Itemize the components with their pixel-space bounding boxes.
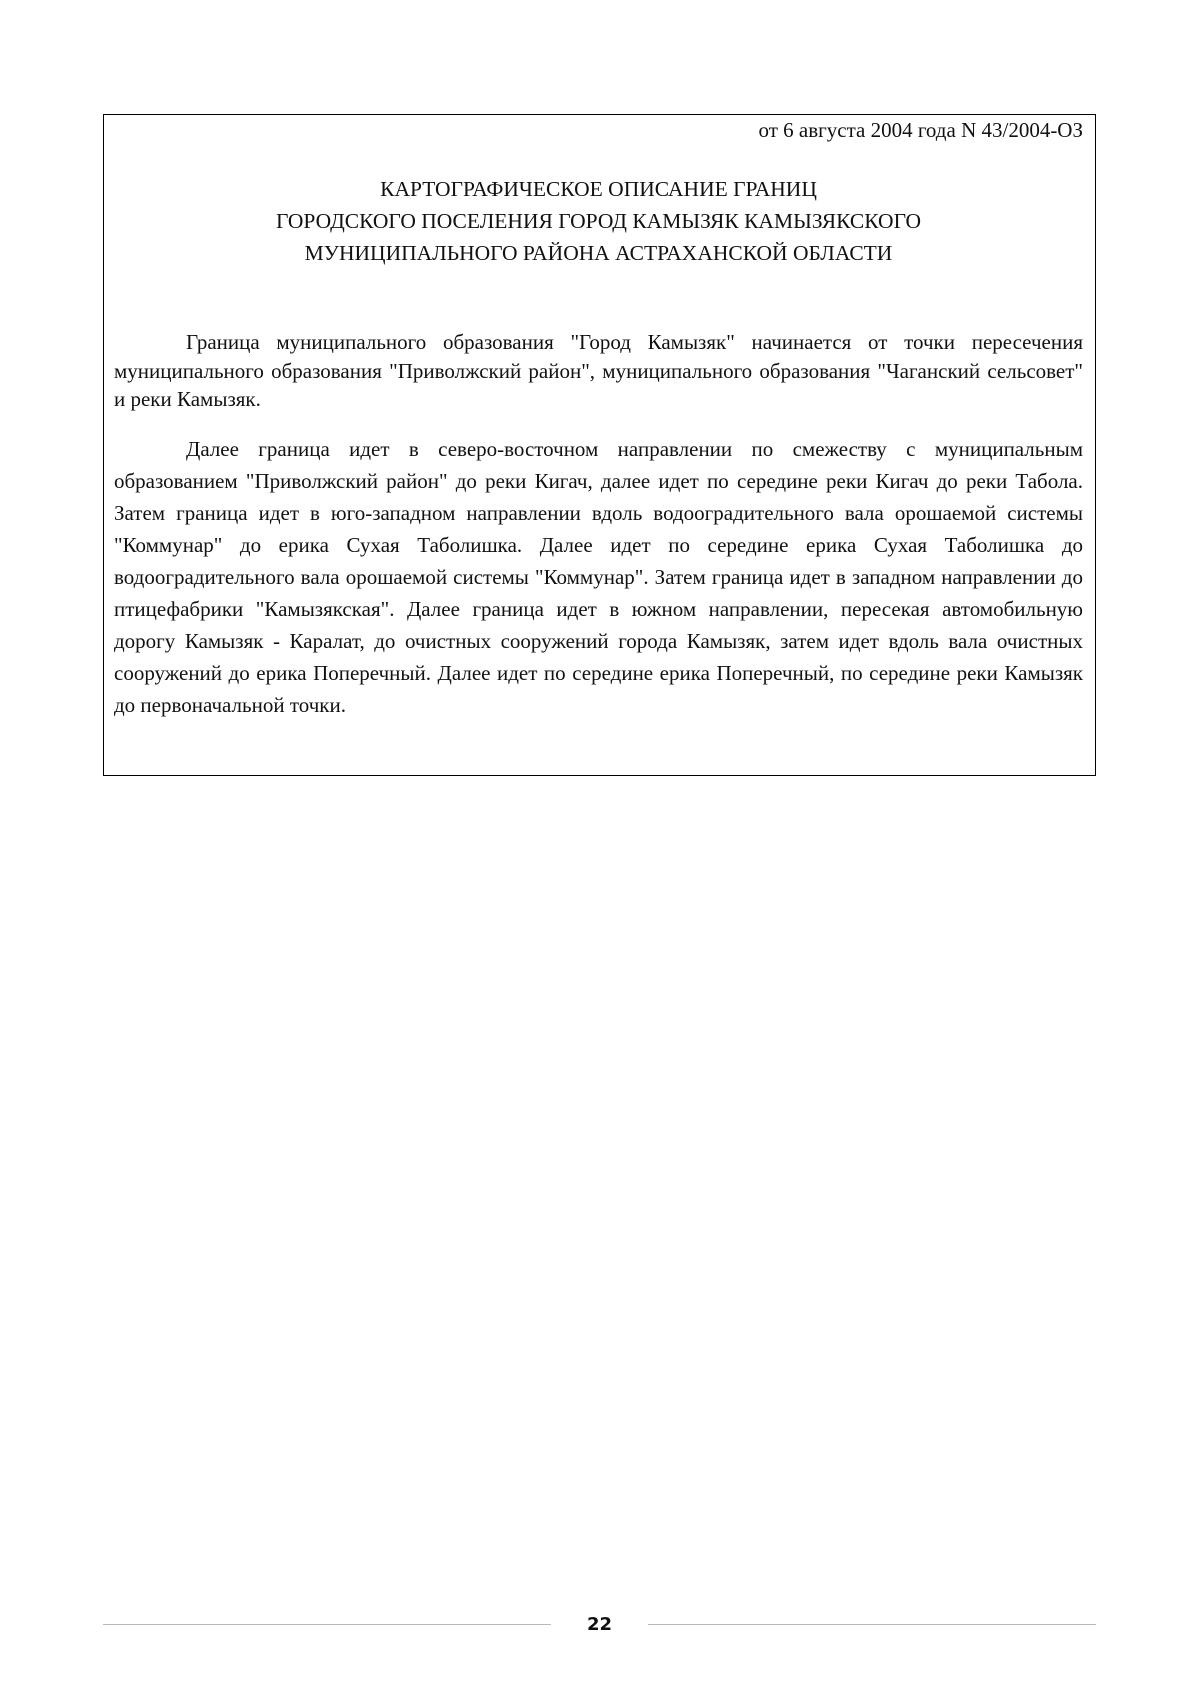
page-number: 22 <box>586 1614 613 1635</box>
title-line: ГОРОДСКОГО ПОСЕЛЕНИЯ ГОРОД КАМЫЗЯК КАМЫЗЯКСКОГО <box>275 209 922 233</box>
body-paragraph: Граница муниципального образования "Город Камызяк" начинается от точки пересечения муниципального образования "Приволжский район", муниципального образования "Чаганский сельсовет" и реки Камызяк. <box>114 330 1083 411</box>
document-body <box>114 328 1083 721</box>
document-title <box>114 173 1083 269</box>
title-line: МУНИЦИПАЛЬНОГО РАЙОНА АСТРАХАНСКОЙ ОБЛАСТИ <box>304 241 893 265</box>
document-reference: от 6 августа 2004 года N 43/2004-ОЗ <box>758 118 1083 142</box>
body-paragraph: Далее граница идет в северо-восточном направлении по смежеству с муниципальным образованием "Приволжский район" до реки Кигач, далее идет по середине реки Кигач до реки Табола. Затем граница идет в юго-западном направлении вдоль водооградительного вала орошаемой системы "Коммунар" до ерика Сухая Таболишка. Далее идет по середине ерика Сухая Таболишка до водооградительного вала орошаемой системы "Коммунар". Затем граница идет в западном направлении до птицефабрики "Камызякская". Далее граница идет в южном направлении, пересекая автомобильную дорогу Камызяк - Каралат, до очистных сооружений города Камызяк, затем идет вдоль вала очистных сооружений до ерика Поперечный. Далее идет по середине ерика Поперечный, по середине реки Камызяк до первоначальной точки. <box>114 436 1083 717</box>
title-line: КАРТОГРАФИЧЕСКОЕ ОПИСАНИЕ ГРАНИЦ <box>380 177 817 201</box>
footer-divider-right <box>648 1624 1096 1625</box>
document-frame <box>103 114 1096 776</box>
page-footer <box>103 1612 1096 1638</box>
